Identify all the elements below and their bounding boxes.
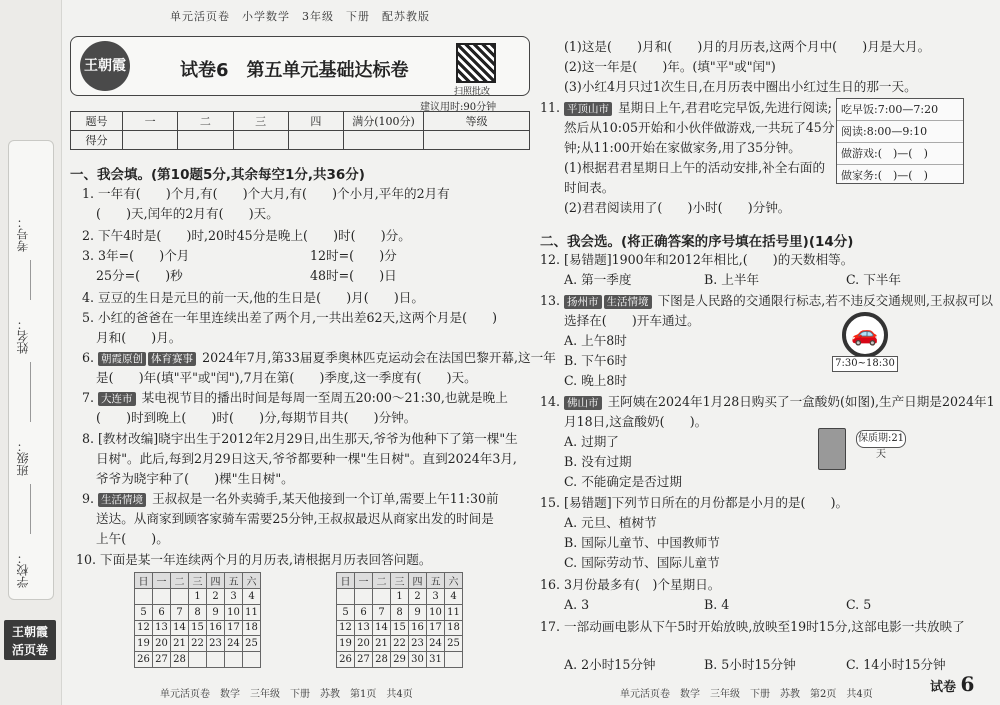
calendar-cell[interactable]: 6	[355, 604, 373, 620]
question-1-line-2: ( )天,闰年的2月有( )天。	[96, 206, 279, 221]
calendar-cell	[337, 589, 355, 605]
calendar-cell[interactable]: 23	[207, 636, 225, 652]
calendar-cell[interactable]: 9	[409, 604, 427, 620]
tag-city: 佛山市	[564, 396, 602, 410]
calendar-cell	[225, 652, 243, 668]
calendar-cell[interactable]: 26	[135, 652, 153, 668]
question-6-line-2: 是( )年(填"平"或"闰"),7月在第( )季度,这一季度有( )天。	[96, 370, 477, 385]
question-8-line-1: 8. [教材改编]晓宇出生于2012年2月29日,出生那天,爷爷为他种下了第一棵"生	[82, 431, 518, 446]
calendar-cell[interactable]: 17	[225, 620, 243, 636]
number-label: 考号：	[16, 216, 30, 252]
calendar-cell[interactable]: 24	[225, 636, 243, 652]
calendar-cell	[207, 652, 225, 668]
question-5-line-2: 月和( )月。	[96, 330, 182, 345]
tag-life: 生活情境	[98, 493, 146, 507]
calendar-cell[interactable]: 21	[373, 636, 391, 652]
question-11-line-1	[540, 99, 832, 117]
calendar-cell[interactable]: 19	[135, 636, 153, 652]
tag-city: 平顶山市	[564, 102, 612, 116]
question-2: 2. 下午4时是( )时,20时45分是晚上( )时( )分。	[82, 228, 411, 243]
question-5-line-1: 5. 小红的爸爸在一年里连续出差了两个月,一共出差62天,这两个月是( )	[82, 310, 498, 325]
calendar-cell: 四	[207, 573, 225, 589]
question-12: 12. [易错题]1900年和2012年相比,( )的天数相等。	[540, 252, 854, 267]
calendar-cell: 三	[391, 573, 409, 589]
calendar-cell	[355, 589, 373, 605]
score-header-cell: 二	[178, 112, 233, 131]
calendar-cell[interactable]: 4	[243, 589, 261, 605]
section-1-heading: 一、我会填。(第10题5分,其余每空1分,共36分)	[70, 167, 365, 183]
score-cell[interactable]	[233, 131, 288, 150]
question-14-line-1	[540, 393, 995, 411]
question-13-option-b: B. 下午6时	[564, 353, 628, 368]
score-header-cell: 满分(100分)	[344, 112, 424, 131]
schedule-chores[interactable]: 做家务:( )—( )	[841, 169, 928, 182]
score-header-cell: 三	[233, 112, 288, 131]
calendar-cell[interactable]: 1	[391, 589, 409, 605]
question-13-option-c: C. 晚上8时	[564, 373, 627, 388]
calendar-cell[interactable]: 25	[243, 636, 261, 652]
question-14-option-c: C. 不能确定是否过期	[564, 474, 682, 489]
calendar-cell[interactable]: 8	[391, 604, 409, 620]
number-line	[30, 260, 31, 300]
question-13-line-1	[540, 292, 993, 310]
question-7-line-2: ( )时到晚上( )时( )分,每期节目共( )分钟。	[96, 410, 417, 425]
question-17-option-c: C. 14小时15分钟	[846, 657, 946, 672]
question-13-option-a: A. 上午8时	[564, 333, 627, 348]
calendar-cell	[243, 652, 261, 668]
question-11-line-5: 时间表。	[564, 180, 615, 195]
question-10: 10. 下面是某一年连续两个月的月历表,请根据月历表回答问题。	[76, 552, 432, 567]
calendar-cell[interactable]: 5	[135, 604, 153, 620]
page-num: 6	[960, 672, 975, 696]
calendar-cell[interactable]: 10	[225, 604, 243, 620]
calendar-cell	[171, 589, 189, 605]
question-11-line-6: (2)君君阅读用了( )小时( )分钟。	[564, 200, 791, 215]
tag-life: 生活情境	[604, 295, 652, 309]
score-header-cell: 四	[288, 112, 343, 131]
calendar-cell[interactable]: 14	[171, 620, 189, 636]
suggested-time: 建议用时:90分钟	[420, 102, 497, 113]
calendar-cell[interactable]: 2	[207, 589, 225, 605]
yogurt-box-icon	[818, 428, 846, 470]
calendar-cell[interactable]: 24	[427, 636, 445, 652]
page-label: 试卷	[930, 680, 957, 695]
question-number: 14.	[540, 394, 561, 409]
qr-label: 扫照批改	[454, 87, 491, 97]
calendar-cell[interactable]: 27	[153, 652, 171, 668]
page-number	[930, 672, 974, 696]
question-1-line-1: 1. 一年有( )个月,有( )个大月,有( )个小月,平年的2月有	[82, 186, 450, 201]
calendar-cell: 五	[225, 573, 243, 589]
calendar-cell[interactable]: 13	[355, 620, 373, 636]
calendar-cell: 三	[189, 573, 207, 589]
calendar-cell[interactable]: 6	[153, 604, 171, 620]
emblem-logo: 王朝霞	[80, 41, 130, 91]
calendar-cell[interactable]: 1	[189, 589, 207, 605]
question-14-text: 王阿姨在2024年1月28日购买了一盒酸奶(如图),生产日期是2024年1	[607, 394, 995, 409]
calendar-cell[interactable]: 7	[373, 604, 391, 620]
question-13-text: 下图是人民路的交通限行标志,若不违反交通规则,王叔叔可以	[657, 293, 994, 308]
question-15-option-b: B. 国际儿童节、中国教师节	[564, 535, 720, 550]
score-cell[interactable]	[344, 131, 424, 150]
calendar-cell[interactable]: 15	[391, 620, 409, 636]
question-17-option-a: A. 2小时15分钟	[564, 657, 656, 672]
question-14-option-b: B. 没有过期	[564, 454, 632, 469]
calendar-cell: 日	[135, 573, 153, 589]
score-table	[70, 111, 530, 150]
schedule-reading: 阅读:8:00—9:10	[837, 121, 963, 143]
calendar-cell[interactable]: 26	[337, 652, 355, 668]
page-title: 试卷6 第五单元基础达标卷	[180, 60, 409, 81]
question-14-line-2: 月18日,这盒酸奶( )。	[564, 414, 708, 429]
tag-sports: 体育赛事	[148, 352, 196, 366]
calendar-cell[interactable]: 25	[445, 636, 463, 652]
question-11-line-4: (1)根据君君星期日上午的活动安排,补全右面的	[564, 160, 826, 175]
calendar-cell[interactable]: 20	[355, 636, 373, 652]
score-cell[interactable]	[178, 131, 233, 150]
question-16-option-c: C. 5	[846, 597, 872, 612]
question-7-line-1	[82, 389, 508, 407]
question-3-part-b: 12时=( )分	[310, 248, 397, 263]
question-11-text: 星期日上午,君君吃完早饭,先进行阅读;	[618, 100, 832, 115]
calendar-cell[interactable]: 20	[153, 636, 171, 652]
class-label: 班级：	[16, 440, 30, 476]
schedule-game[interactable]: 做游戏:( )—( )	[837, 143, 963, 165]
score-row-label: 得分	[71, 131, 123, 150]
calendar-cell[interactable]: 31	[427, 652, 445, 668]
student-info-box	[8, 140, 54, 600]
question-15-option-c: C. 国际劳动节、国际儿童节	[564, 555, 720, 570]
question-8-line-2: 日树"。此后,每到2月29日这天,爷爷都要种一棵"生日树"。直到2024年3月,	[96, 451, 517, 466]
question-13-line-2: 选择在( )开车通过。	[564, 313, 700, 328]
calendar-cell	[189, 652, 207, 668]
calendar-cell[interactable]: 28	[373, 652, 391, 668]
name-label: 姓名：	[16, 318, 30, 354]
calendar-cell[interactable]: 11	[243, 604, 261, 620]
section-2-heading: 二、我会选。(将正确答案的序号填在括号里)(14分)	[540, 234, 854, 250]
score-cell[interactable]	[288, 131, 343, 150]
question-number: 11.	[540, 100, 561, 115]
calendar-cell: 六	[445, 573, 463, 589]
calendar-cell[interactable]: 23	[409, 636, 427, 652]
header-meta: 单元活页卷 小学数学 3年级 下册 配苏教版	[170, 10, 430, 23]
calendar-cell[interactable]: 15	[189, 620, 207, 636]
calendar-cell	[153, 589, 171, 605]
question-number: 13.	[540, 293, 561, 308]
calendar-cell: 五	[427, 573, 445, 589]
qr-code-icon[interactable]	[456, 43, 496, 83]
no-car-sign-icon: 🚗	[842, 312, 888, 358]
calendar-cell: 一	[153, 573, 171, 589]
question-6-text: 2024年7月,第33届夏季奥林匹克运动会在法国巴黎开幕,这一年	[202, 350, 556, 365]
calendar-cell: 四	[409, 573, 427, 589]
question-10-part-3: (3)小红4月只过1次生日,在月历表中圈出小红过生日的那一天。	[564, 79, 917, 94]
question-12-option-b: B. 上半年	[704, 272, 760, 287]
tag-original: 朝霞原创	[98, 352, 146, 366]
tag-city: 扬州市	[564, 295, 602, 309]
class-line	[30, 484, 31, 534]
question-number: 6.	[82, 350, 95, 365]
question-9-line-3: 上午( )。	[96, 531, 169, 546]
calendar-cell[interactable]: 21	[171, 636, 189, 652]
calendar-cell[interactable]: 12	[337, 620, 355, 636]
calendar-cell[interactable]: 27	[355, 652, 373, 668]
calendar-cell[interactable]: 14	[373, 620, 391, 636]
tag-city: 大连市	[98, 392, 136, 406]
question-number: 9.	[82, 491, 95, 506]
calendar-cell[interactable]: 4	[445, 589, 463, 605]
question-11-line-3: 钟;从11:00开始在家做家务,用了35分钟。	[564, 140, 801, 155]
question-15-option-a: A. 元旦、植树节	[564, 515, 657, 530]
question-9-line-1	[82, 490, 499, 508]
calendar-cell[interactable]: 19	[337, 636, 355, 652]
question-16-option-a: A. 3	[564, 597, 590, 612]
calendar-cell[interactable]: 29	[391, 652, 409, 668]
question-17: 17. 一部动画电影从下午5时开始放映,放映至19时15分,这部电影一共放映了	[540, 619, 965, 634]
question-10-part-2: (2)这一年是( )年。(填"平"或"闰")	[564, 59, 776, 74]
name-line	[30, 362, 31, 422]
footer-right: 单元活页卷 数学 三年级 下册 苏教 第2页 共4页	[620, 689, 873, 700]
calendar-cell	[445, 652, 463, 668]
calendar-cell[interactable]: 17	[427, 620, 445, 636]
question-3-part-d: 48时=( )日	[310, 268, 397, 283]
question-9-line-2: 送达。从商家到顾客家骑车需要25分钟,王叔叔最迟从商家出发的时间是	[96, 511, 494, 526]
calendar-cell[interactable]: 5	[337, 604, 355, 620]
calendar-cell: 一	[355, 573, 373, 589]
shelf-life-label: 保质期:21天	[856, 430, 906, 448]
footer-left: 单元活页卷 数学 三年级 下册 苏教 第1页 共4页	[160, 689, 413, 700]
calendar-1	[134, 572, 261, 668]
question-number: 7.	[82, 390, 95, 405]
calendar-cell[interactable]: 10	[427, 604, 445, 620]
calendar-cell: 二	[171, 573, 189, 589]
calendar-cell: 六	[243, 573, 261, 589]
question-16: 16. 3月份最多有( )个星期日。	[540, 577, 721, 592]
score-header-cell: 等级	[424, 112, 530, 131]
calendar-cell[interactable]: 8	[189, 604, 207, 620]
calendar-cell[interactable]: 22	[391, 636, 409, 652]
question-12-option-a: A. 第一季度	[564, 272, 632, 287]
school-label: 学校：	[16, 552, 30, 588]
question-4: 4. 豆豆的生日是元旦的前一天,他的生日是( )月( )日。	[82, 290, 424, 305]
question-14-option-a: A. 过期了	[564, 434, 619, 449]
calendar-cell[interactable]: 3	[225, 589, 243, 605]
schedule-breakfast: 吃早饭:7:00—7:20	[837, 99, 963, 121]
score-cell[interactable]	[424, 131, 530, 150]
calendar-cell[interactable]: 28	[171, 652, 189, 668]
calendar-cell[interactable]: 7	[171, 604, 189, 620]
question-15: 15. [易错题]下列节日所在的月份都是小月的是( )。	[540, 495, 849, 510]
calendar-cell[interactable]: 12	[135, 620, 153, 636]
calendar-cell[interactable]: 30	[409, 652, 427, 668]
question-12-option-c: C. 下半年	[846, 272, 901, 287]
calendar-cell[interactable]: 3	[427, 589, 445, 605]
calendar-cell[interactable]: 9	[207, 604, 225, 620]
calendar-cell[interactable]: 22	[189, 636, 207, 652]
score-header-cell: 题号	[71, 112, 123, 131]
question-8-line-3: 爷爷为晓宇种了( )棵"生日树"。	[96, 471, 294, 486]
calendar-cell[interactable]: 13	[153, 620, 171, 636]
question-10-part-1: (1)这是( )月和( )月的月历表,这两个月中( )月是大月。	[564, 39, 931, 54]
question-9-text: 王叔叔是一名外卖骑手,某天他接到一个订单,需要上午11:30前	[152, 491, 499, 506]
calendar-cell[interactable]: 16	[409, 620, 427, 636]
question-16-option-b: B. 4	[704, 597, 730, 612]
score-header-cell: 一	[123, 112, 178, 131]
sign-time-label: 7:30~18:30	[832, 356, 898, 372]
calendar-2	[336, 572, 463, 668]
question-6-line-1	[82, 349, 556, 367]
question-11-line-2: 然后从10:05开始和小伙伴做游戏,一共玩了45分	[564, 120, 835, 135]
calendar-cell[interactable]: 16	[207, 620, 225, 636]
score-cell[interactable]	[123, 131, 178, 150]
calendar-cell[interactable]: 18	[243, 620, 261, 636]
question-7-text: 某电视节目的播出时间是每周一至周五20:00～21:30,也就是晚上	[141, 390, 508, 405]
calendar-cell[interactable]: 11	[445, 604, 463, 620]
question-3-part-c: 25分=( )秒	[96, 268, 183, 283]
calendar-cell: 日	[337, 573, 355, 589]
question-3-part-a: 3. 3年=( )个月	[82, 248, 190, 263]
calendar-cell	[135, 589, 153, 605]
calendar-cell[interactable]: 2	[409, 589, 427, 605]
calendar-cell: 二	[373, 573, 391, 589]
question-17-option-b: B. 5小时15分钟	[704, 657, 796, 672]
schedule-box	[836, 98, 964, 184]
calendar-cell	[373, 589, 391, 605]
brand-logo: 王朝霞 活页卷	[4, 620, 56, 660]
calendar-cell[interactable]: 18	[445, 620, 463, 636]
